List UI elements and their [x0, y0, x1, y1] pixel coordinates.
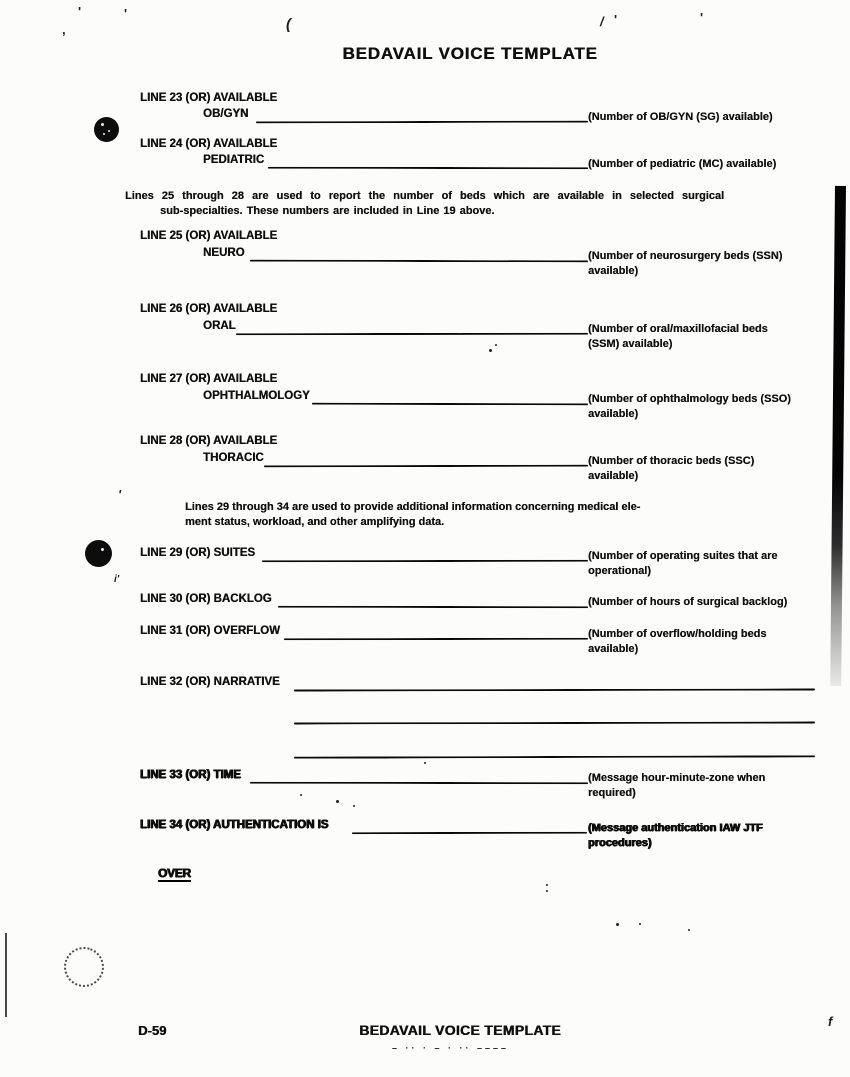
line-28-note — [588, 454, 828, 483]
scan-speck — [424, 762, 426, 764]
scan-speck — [336, 800, 339, 803]
scan-artifact: ' — [614, 12, 618, 27]
line-27-heading: LINE 27 (OR) AVAILABLE — [140, 373, 278, 385]
scan-speck — [639, 923, 641, 925]
scan-speck — [353, 805, 355, 807]
scan-artifact: / — [600, 14, 604, 29]
line-32-fill-line-1 — [294, 688, 815, 691]
speckle — [103, 133, 105, 135]
line-31-note-text: (Number of overflow/holding beds — [588, 628, 767, 640]
line-34-note — [588, 821, 828, 850]
paragraph-lines-25-28-l2: sub-specialties. These numbers are included in Line 19 above. — [160, 205, 495, 217]
line-23-fill-line — [256, 121, 588, 124]
hole-punch-outline — [58, 941, 109, 992]
scan-artifact: ' — [124, 6, 128, 21]
line-32-fill-line-3 — [294, 755, 815, 758]
line-24-sublabel: PEDIATRIC — [203, 154, 265, 166]
scan-speck — [489, 349, 492, 352]
scan-speck — [300, 794, 302, 796]
speckle — [101, 548, 104, 551]
line-24-heading: LINE 24 (OR) AVAILABLE — [140, 138, 278, 150]
line-31-label: LINE 31 (OR) OVERFLOW — [140, 625, 280, 637]
photocopy-edge-bar — [830, 186, 846, 686]
line-24-note-text: (Number of pediatric (MC) available) — [588, 158, 777, 170]
scan-artifact: ' — [118, 487, 122, 502]
line-26-heading: LINE 26 (OR) AVAILABLE — [140, 303, 278, 315]
line-23-heading: LINE 23 (OR) AVAILABLE — [140, 92, 278, 104]
line-27-note-text: (Number of ophthalmology beds (SSO) — [588, 393, 791, 405]
scan-artifact: i' — [114, 574, 120, 585]
line-30-label: LINE 30 (OR) BACKLOG — [140, 593, 272, 605]
line-32-fill-line-2 — [294, 722, 815, 725]
footer-title: BEDAVAIL VOICE TEMPLATE — [359, 1022, 561, 1038]
line-26-fill-line — [236, 333, 588, 336]
hole-punch-mark — [94, 117, 119, 142]
scan-speck — [546, 890, 548, 892]
line-33-label: LINE 33 (OR) TIME — [140, 769, 241, 781]
line-34-label: LINE 34 (OR) AUTHENTICATION IS — [140, 819, 329, 831]
line-25-heading: LINE 25 (OR) AVAILABLE — [140, 230, 278, 242]
scan-speck — [616, 923, 619, 926]
photocopy-edge-line — [5, 933, 7, 1017]
line-33-fill-line — [250, 782, 588, 785]
line-29-note-text2: operational) — [588, 564, 651, 577]
footer-clipped-text: – ·· · – · ·· –––– — [392, 1043, 510, 1053]
line-24-note — [588, 157, 828, 172]
scan-artifact: f — [828, 1014, 833, 1029]
footer-page-number: D-59 — [138, 1023, 167, 1038]
line-23-note — [588, 110, 828, 125]
scan-speck — [459, 333, 461, 335]
line-34-note-text2: procedures) — [588, 836, 652, 849]
line-31-note-text2: available) — [588, 642, 639, 655]
line-27-sublabel: OPHTHALMOLOGY — [203, 390, 310, 402]
line-30-fill-line — [278, 606, 588, 609]
line-34-fill-line — [352, 832, 587, 834]
line-27-note — [588, 392, 828, 421]
over-label: OVER — [158, 866, 191, 880]
line-25-fill-line — [250, 260, 588, 263]
line-33-note-text: (Message hour-minute-zone when — [588, 772, 766, 784]
line-33-note — [588, 771, 828, 800]
line-24-fill-line — [268, 167, 588, 170]
page-title: BEDAVAIL VOICE TEMPLATE — [342, 44, 598, 63]
line-29-note — [588, 549, 828, 578]
speckle — [108, 130, 110, 132]
line-27-note-text2: available) — [588, 407, 639, 420]
scan-artifact: , — [62, 22, 66, 37]
line-25-note-text2: available) — [588, 264, 639, 277]
line-23-note-text: (Number of OB/GYN (SG) available) — [588, 111, 773, 123]
scan-artifact: ' — [78, 4, 82, 19]
hole-punch-mark — [85, 540, 112, 567]
scan-artifact: ( — [286, 16, 291, 33]
line-26-note — [588, 322, 828, 351]
line-26-sublabel: ORAL — [203, 320, 236, 332]
line-26-note-text: (Number of oral/maxillofacial beds — [588, 323, 768, 335]
line-28-heading: LINE 28 (OR) AVAILABLE — [140, 435, 278, 447]
line-29-fill-line — [262, 560, 588, 563]
line-30-note — [588, 595, 828, 610]
line-31-fill-line — [284, 638, 588, 641]
line-28-note-text: (Number of thoracic beds (SSC) — [588, 455, 755, 467]
line-27-fill-line — [312, 403, 588, 406]
line-33-note-text2: required) — [588, 786, 636, 799]
line-28-fill-line — [264, 465, 588, 468]
line-23-sublabel: OB/GYN — [203, 108, 249, 120]
scan-speck — [495, 344, 497, 346]
line-30-note-text: (Number of hours of surgical backlog) — [588, 596, 788, 608]
line-25-sublabel: NEURO — [203, 247, 245, 259]
speckle — [101, 123, 104, 126]
line-28-sublabel: THORACIC — [203, 452, 264, 464]
line-32-label: LINE 32 (OR) NARRATIVE — [140, 676, 280, 688]
scan-artifact: ' — [700, 10, 704, 25]
line-25-note — [588, 249, 828, 278]
line-28-note-text2: available) — [588, 469, 639, 482]
line-26-note-text2: (SSM) available) — [588, 337, 673, 350]
line-34-note-text: (Message authentication IAW JTF — [588, 822, 763, 834]
paragraph-lines-29-34-l2: ment status, workload, and other amplifying data. — [185, 516, 445, 528]
line-29-note-text: (Number of operating suites that are — [588, 550, 778, 562]
line-31-note — [588, 627, 828, 656]
line-25-note-text: (Number of neurosurgery beds (SSN) — [588, 250, 783, 262]
paragraph-lines-29-34-l1: Lines 29 through 34 are used to provide additional information concerning medical ele- — [185, 501, 641, 513]
scan-speck — [688, 929, 690, 931]
scan-speck — [546, 884, 548, 886]
line-29-label: LINE 29 (OR) SUITES — [140, 547, 256, 559]
paragraph-lines-25-28-l1: Lines 25 through 28 are used to report the number of beds which are available in selected surgical — [125, 190, 725, 202]
